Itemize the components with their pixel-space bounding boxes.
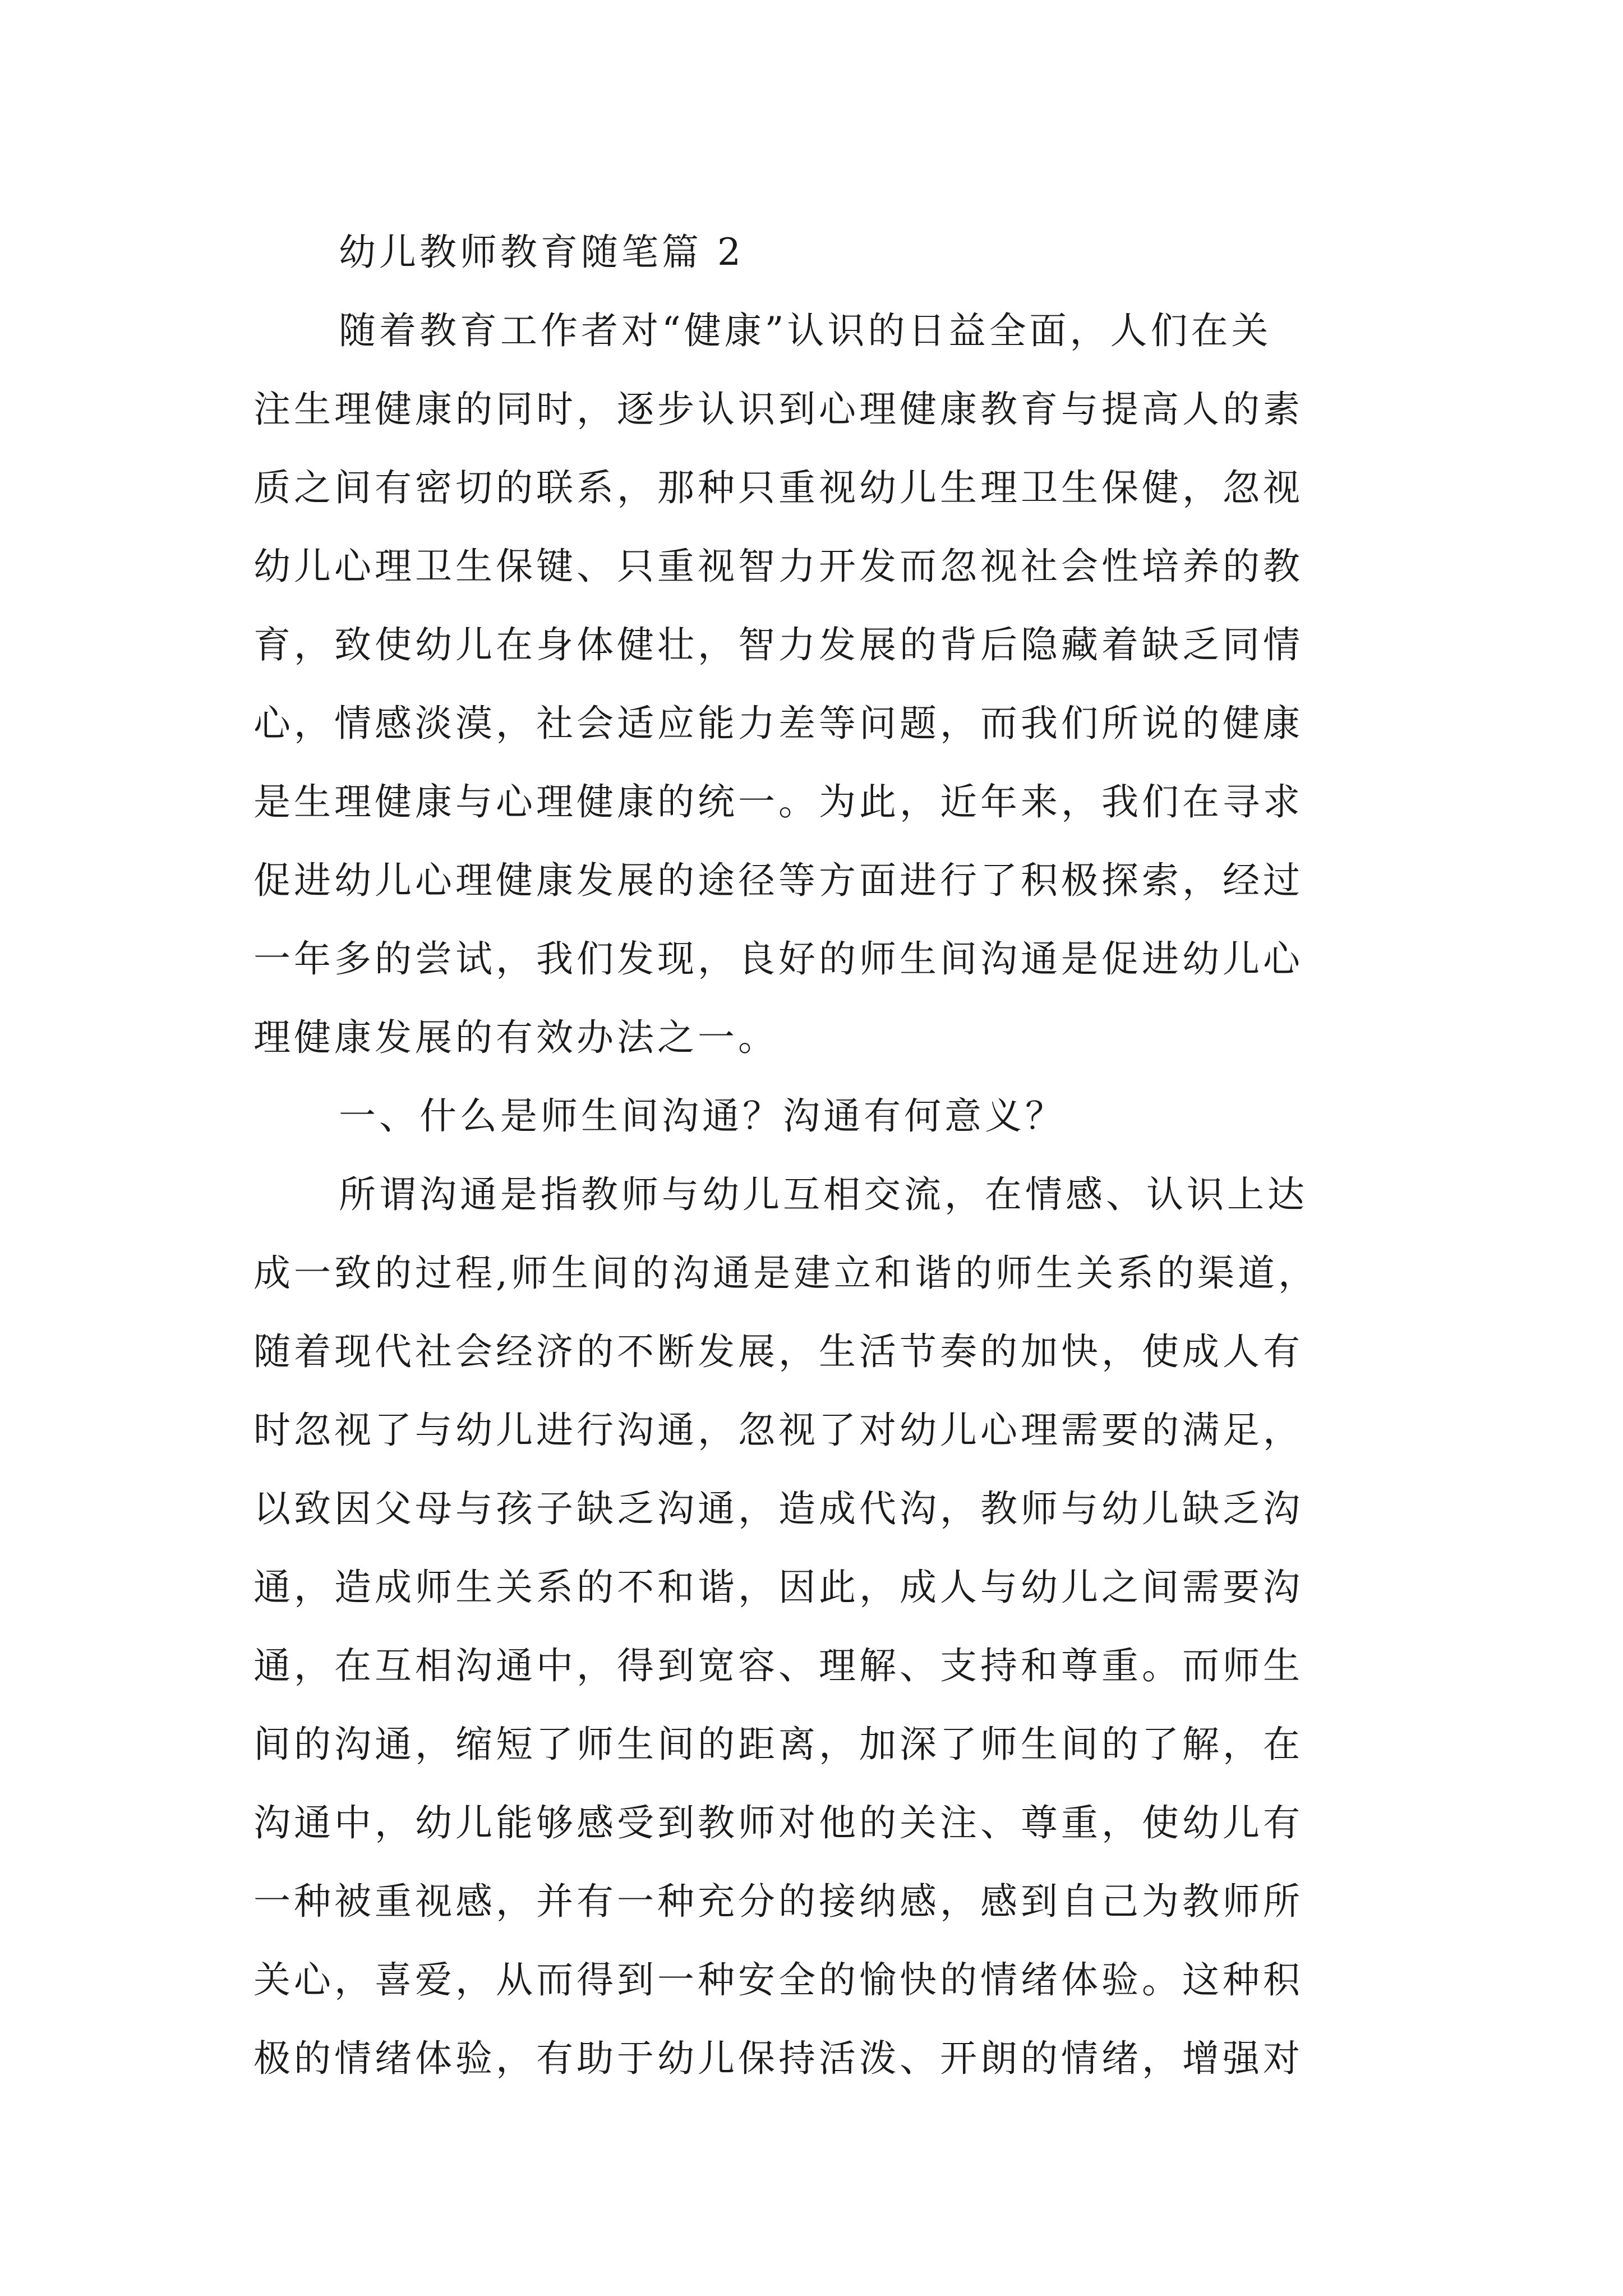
paragraph-line: 沟通中，幼儿能够感受到教师对他的关注、尊重，使幼儿有 bbox=[253, 1801, 1303, 1844]
paragraph-line: 心，情感淡漠，社会适应能力差等问题，而我们所说的健康 bbox=[253, 702, 1303, 745]
paragraph-intro bbox=[253, 292, 1370, 1077]
paragraph-line: 随着教育工作者对“健康”认识的日益全面，人们在关 bbox=[339, 309, 1272, 352]
paragraph-line: 以致因父母与孩子缺乏沟通，造成代沟，教师与幼儿缺乏沟 bbox=[253, 1487, 1303, 1530]
paragraph-line: 通，在互相沟通中，得到宽容、理解、支持和尊重。而师生 bbox=[253, 1644, 1303, 1687]
paragraph-line: 理健康发展的有效办法之一。 bbox=[253, 1016, 778, 1059]
paragraph-line: 间的沟通，缩短了师生间的距离，加深了师生间的了解，在 bbox=[253, 1723, 1303, 1766]
paragraph-line: 质之间有密切的联系，那种只重视幼儿生理卫生保健，忽视 bbox=[253, 466, 1303, 509]
paragraph-line: 极的情绪体验，有助于幼儿保持活泼、开朗的情绪，增强对 bbox=[253, 2037, 1303, 2080]
paragraph-communication bbox=[253, 1156, 1370, 2098]
paragraph-line: 注生理健康的同时，逐步认识到心理健康教育与提高人的素 bbox=[253, 388, 1303, 431]
document-body bbox=[253, 213, 1370, 2098]
paragraph-line: 所谓沟通是指教师与幼儿互相交流，在情感、认识上达 bbox=[339, 1173, 1308, 1216]
paragraph-line: 一种被重视感，并有一种充分的接纳感，感到自己为教师所 bbox=[253, 1880, 1303, 1923]
section-heading: 一、什么是师生间沟通？沟通有何意义？ bbox=[339, 1094, 1066, 1138]
paragraph-line: 成一致的过程,师生间的沟通是建立和谐的师生关系的渠道， bbox=[253, 1251, 1318, 1295]
paragraph-line: 幼儿心理卫生保键、只重视智力开发而忽视社会性培养的教 bbox=[253, 545, 1303, 588]
paragraph-line: 随着现代社会经济的不断发展，生活节奏的加快，使成人有 bbox=[253, 1330, 1303, 1373]
document-title: 幼儿教师教育随笔篇 2 bbox=[339, 231, 744, 274]
paragraph-line: 时忽视了与幼儿进行沟通，忽视了对幼儿心理需要的满足， bbox=[253, 1409, 1303, 1452]
paragraph-line: 育，致使幼儿在身体健壮，智力发展的背后隐藏着缺乏同情 bbox=[253, 623, 1303, 666]
paragraph-line: 通，造成师生关系的不和谐，因此，成人与幼儿之间需要沟 bbox=[253, 1566, 1303, 1609]
paragraph-line: 促进幼儿心理健康发展的途径等方面进行了积极探索，经过 bbox=[253, 859, 1303, 902]
paragraph-line: 关心，喜爱，从而得到一种安全的愉快的情绪体验。这种积 bbox=[253, 1958, 1303, 2001]
paragraph-line: 是生理健康与心理健康的统一。为此，近年来，我们在寻求 bbox=[253, 780, 1303, 823]
paragraph-line: 一年多的尝试，我们发现，良好的师生间沟通是促进幼儿心 bbox=[253, 937, 1303, 981]
